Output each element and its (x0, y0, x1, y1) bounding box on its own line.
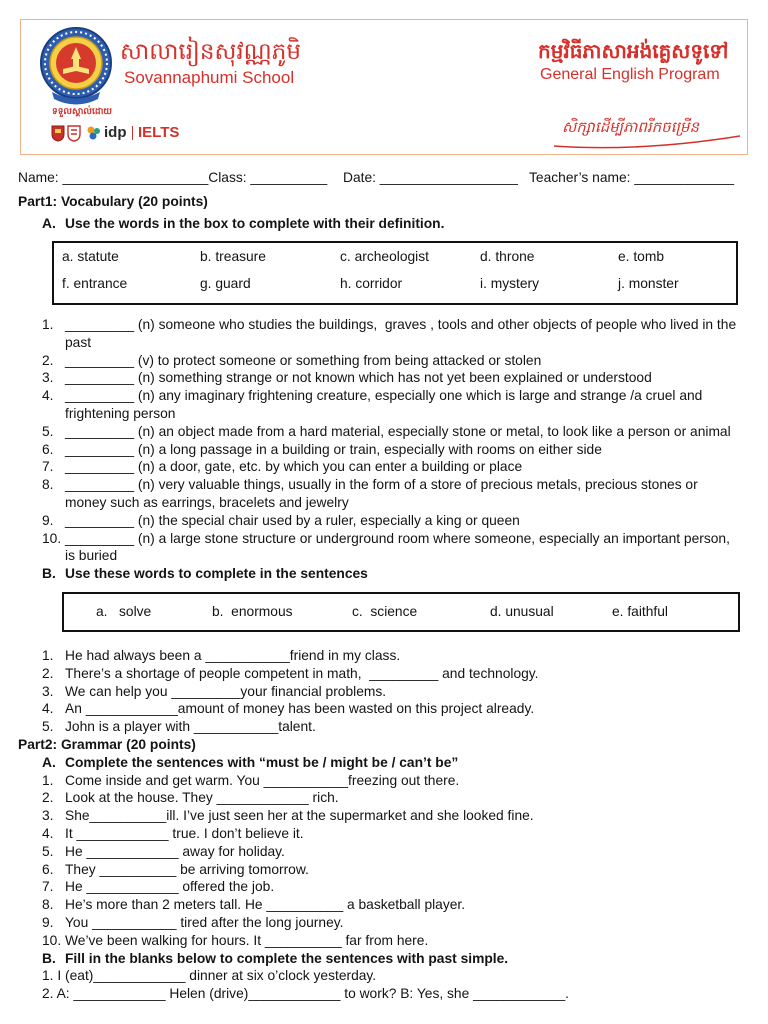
list-item (0, 476, 768, 512)
item-number: 7. (42, 879, 54, 895)
item-text: We’ve been walking for hours. It __________ far from here. (65, 932, 429, 948)
idp-swirl-icon (86, 125, 102, 141)
word-option: f. entrance (62, 276, 128, 291)
word-option: c. archeologist (340, 249, 429, 264)
list-item (0, 718, 768, 736)
item-text: Come inside and get warm. You ___________freezing out there. (65, 772, 460, 788)
item-text: He had always been a ___________friend in my class. (65, 648, 401, 663)
student-name-class-fields (18, 169, 327, 187)
list-item (0, 914, 768, 932)
item-number: 1. (42, 772, 54, 788)
section-letter: B. (42, 950, 56, 966)
list-item (0, 807, 768, 825)
part1-section-b-heading (0, 565, 768, 583)
item-text: _________ (n) a long passage in a building or train, especially with rooms on either side (65, 441, 602, 457)
word-option: d. unusual (490, 604, 554, 619)
item-text: John is a player with ___________talent. (65, 719, 316, 735)
school-seal-icon (38, 26, 114, 108)
item-text: 1. I (eat)____________ dinner at six o’clock yesterday. (42, 968, 377, 984)
item-number: 9. (42, 914, 54, 930)
sentence-word-box (62, 592, 740, 632)
section-instruction: Use the words in the box to complete with their definition. (65, 216, 445, 231)
item-text: She__________ill. I’ve just seen her at the supermarket and she looked fine. (65, 808, 534, 824)
list-item (0, 441, 768, 459)
list-item (0, 665, 768, 683)
item-number: 6. (42, 441, 54, 457)
item-number: 10. (42, 530, 62, 546)
list-item (0, 352, 768, 370)
school-slogan: សិក្សាដើម្បីភាពរីកចម្រើន (562, 118, 699, 136)
item-number: 8. (42, 477, 54, 493)
part2-section-b-heading (0, 950, 768, 968)
partner-crest-icon (50, 124, 84, 142)
item-text: _________ (n) something strange or not known which has not yet been explained or understood (65, 370, 652, 386)
item-text: There’s a shortage of people competent in math, _________ and technology. (65, 665, 539, 681)
word-option: g. guard (200, 276, 251, 291)
item-text: _________ (n) a large stone structure or underground room where someone, especially an important person, is buried (65, 530, 730, 564)
list-item (0, 878, 768, 896)
item-number: 2. (42, 665, 54, 681)
school-name-khmer: សាលារៀនសុវណ្ណភូមិ (120, 39, 301, 65)
list-item (0, 458, 768, 476)
item-text: _________ (n) any imaginary frightening creature, especially one which is large and strange /a cruel and frightening person (65, 388, 703, 421)
item-number: 1. (42, 317, 54, 332)
name-field: Name: ___________________ (18, 170, 209, 185)
word-option: a. solve (96, 604, 152, 619)
word-option: e. tomb (618, 249, 665, 264)
word-option: a. statute (62, 249, 119, 264)
word-option: h. corridor (340, 276, 403, 291)
program-name: General English Program (540, 66, 720, 83)
item-number: 5. (42, 719, 54, 735)
part2-section-a-heading (0, 754, 768, 772)
list-item (0, 700, 768, 718)
logo-separator (132, 126, 134, 140)
item-number: 2. (42, 790, 54, 806)
date-field: Date: __________________ (343, 170, 518, 185)
item-number: 8. (42, 897, 54, 913)
item-text: _________ (n) someone who studies the buildings, graves , tools and other objects of people who lived in the past (65, 317, 737, 350)
item-number: 4. (42, 388, 54, 404)
recognized-by-label: ទទួលស្គាល់ដោយ (52, 107, 112, 117)
list-item (0, 861, 768, 879)
word-option: j. monster (618, 276, 679, 291)
list-item (0, 932, 768, 950)
item-text: _________ (n) an object made from a hard material, especially stone or metal, to look like a person or animal (65, 423, 731, 439)
item-text: You ___________ tired after the long journey. (65, 914, 344, 930)
word-option: b. enormous (212, 604, 293, 619)
section-instruction: Complete the sentences with “must be / might be / can’t be” (65, 754, 459, 770)
list-item (0, 967, 768, 985)
list-item (0, 825, 768, 843)
part1-section-a-list (0, 316, 768, 583)
program-name-khmer: កម្មវិធីភាសាអង់គ្លេសទូទៅ (538, 39, 729, 63)
item-number: 5. (42, 423, 54, 439)
list-item (0, 423, 768, 441)
list-item (0, 843, 768, 861)
section-instruction: Fill in the blanks below to complete the sentences with past simple. (65, 950, 509, 966)
item-text: He ____________ offered the job. (65, 879, 275, 895)
item-text: He ____________ away for holiday. (65, 843, 285, 859)
list-item (0, 316, 768, 352)
item-text: We can help you _________your financial problems. (65, 683, 387, 699)
ielts-logo-text: IELTS (138, 124, 180, 141)
part2-title-row (0, 736, 768, 754)
list-item (0, 647, 768, 665)
item-text: 2. A: ____________ Helen (drive)____________ to work? B: Yes, she ____________. (42, 986, 570, 1002)
word-option: e. faithful (612, 604, 668, 619)
section-letter: B. (42, 566, 56, 582)
list-item (0, 530, 768, 566)
item-text: _________ (n) the special chair used by a ruler, especially a king or queen (65, 512, 520, 528)
class-field: Class: __________ (208, 170, 328, 185)
teacher-name-field: Teacher’s name: _____________ (529, 170, 735, 185)
part2-title: Part2: Grammar (20 points) (18, 736, 196, 752)
item-text: He’s more than 2 meters tall. He __________ a basketball player. (65, 897, 466, 913)
item-number: 7. (42, 459, 54, 475)
school-name: Sovannaphumi School (124, 68, 295, 87)
list-item (0, 772, 768, 790)
partner-logos (50, 123, 179, 143)
item-text: Look at the house. They ____________ rich. (65, 790, 339, 806)
item-number: 4. (42, 701, 54, 717)
idp-logo-text: idp (104, 124, 127, 141)
item-number: 3. (42, 683, 54, 699)
item-number: 4. (42, 825, 54, 841)
list-item (0, 896, 768, 914)
list-item (0, 789, 768, 807)
item-number: 5. (42, 843, 54, 859)
list-item (0, 985, 768, 1003)
item-number: 3. (42, 370, 54, 386)
item-text: An ____________amount of money has been wasted on this project already. (65, 701, 535, 717)
list-item (0, 683, 768, 701)
item-number: 2. (42, 352, 54, 368)
item-number: 3. (42, 808, 54, 824)
section-letter: A. (42, 216, 56, 231)
part1-section-a-heading (0, 215, 768, 233)
list-item (0, 387, 768, 423)
word-option: b. treasure (200, 249, 266, 264)
lower-worksheet-content (0, 647, 768, 1003)
slogan-underline-swoosh (550, 130, 745, 152)
item-number: 6. (42, 861, 54, 877)
item-number: 10. (42, 932, 62, 948)
word-option: d. throne (480, 249, 535, 264)
section-letter: A. (42, 754, 56, 770)
list-item (0, 369, 768, 387)
list-item (0, 512, 768, 530)
item-text: They __________ be arriving tomorrow. (65, 861, 309, 877)
word-option: c. science (352, 604, 418, 619)
part1-title: Part1: Vocabulary (20 points) (18, 194, 208, 209)
item-text: _________ (v) to protect someone or something from being attacked or stolen (65, 352, 542, 368)
word-option: i. mystery (480, 276, 540, 291)
item-text: It ____________ true. I don’t believe it. (65, 825, 304, 841)
section-instruction: Use these words to complete in the sentences (65, 566, 368, 582)
item-number: 1. (42, 648, 54, 663)
item-text: _________ (n) very valuable things, usually in the form of a store of precious metals, precious stones or money such as earrings, bracelets and jewelry (65, 477, 698, 510)
item-text: _________ (n) a door, gate, etc. by which you can enter a building or place (65, 459, 523, 475)
item-number: 9. (42, 512, 54, 528)
vocabulary-word-box (52, 241, 738, 305)
